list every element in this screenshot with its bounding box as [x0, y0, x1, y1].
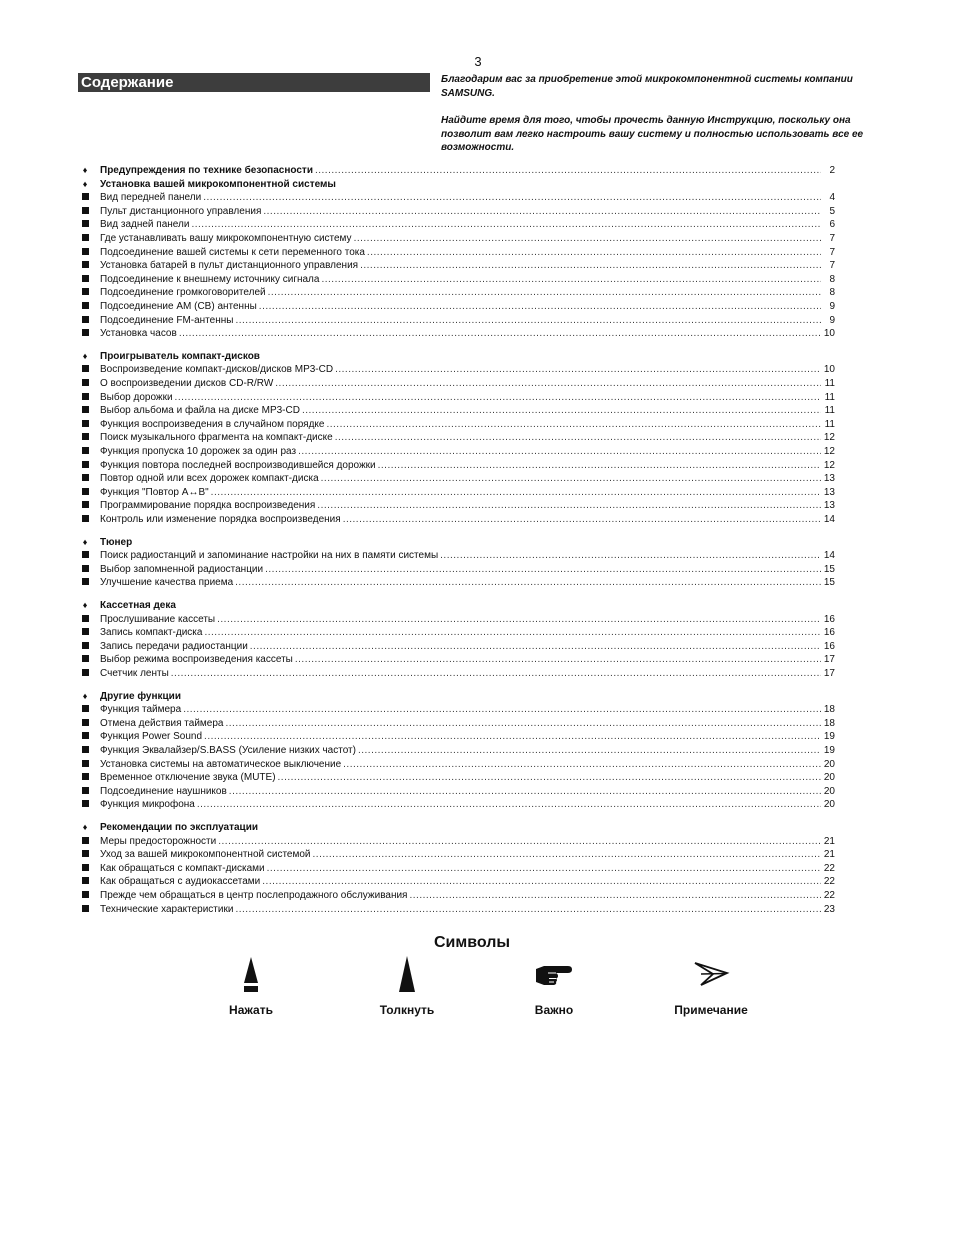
toc-label: Поиск музыкального фрагмента на компакт-диске [100, 432, 333, 444]
toc-page-number: 21 [823, 849, 835, 861]
toc-leader-dots [203, 191, 821, 204]
page-number: 3 [474, 54, 482, 69]
square-bullet-icon [78, 640, 92, 653]
toc-page-number: 11 [824, 391, 835, 403]
toc-label: Счетчик ленты [100, 668, 169, 679]
diamond-bullet-icon: ♦ [82, 600, 88, 610]
toc-section [78, 690, 835, 703]
toc-leader-dots [268, 286, 821, 299]
square-bullet-icon [78, 576, 92, 589]
toc-page-number: 8 [829, 287, 835, 299]
toc-label: Другие функции [100, 690, 181, 702]
toc-item [78, 862, 835, 875]
square-bullet-icon [78, 613, 92, 626]
toc-label: Как обращаться с аудиокассетами [100, 876, 261, 888]
diamond-bullet-icon: ♦ [82, 536, 88, 547]
square-bullet-icon [78, 703, 92, 716]
toc-item [78, 472, 835, 485]
toc-page-number: 12 [823, 446, 835, 457]
toc-page-number: 11 [824, 418, 835, 430]
square-bullet-icon [78, 286, 92, 299]
square-bullet-icon [78, 563, 92, 576]
toc-page-number: 7 [829, 233, 835, 244]
toc-item [78, 486, 835, 499]
toc-item [78, 404, 835, 417]
toc-page-number: 18 [823, 704, 835, 716]
square-bullet-icon [78, 363, 92, 376]
square-bullet-icon [78, 499, 92, 512]
square-bullet-icon [78, 758, 92, 771]
square-bullet-icon [78, 232, 92, 245]
toc-page-number: 11 [824, 378, 835, 389]
toc-item [78, 191, 835, 204]
toc-leader-dots [197, 798, 821, 811]
toc-leader-dots [378, 459, 821, 472]
toc-label: Подсоединение FM-антенны [100, 314, 234, 326]
symbol-label: Примечание [674, 1003, 748, 1017]
toc-item [78, 667, 835, 680]
toc-item [78, 626, 835, 639]
toc-leader-dots [326, 418, 821, 431]
toc-label: Воспроизведение компакт-дисков/дисков MP3-CD [100, 364, 334, 376]
square-bullet-icon [78, 486, 92, 499]
square-bullet-icon [78, 314, 92, 327]
square-bullet-icon [78, 744, 92, 757]
toc-page-number: 6 [829, 219, 835, 231]
square-bullet-icon [78, 431, 92, 444]
toc-leader-dots [335, 363, 821, 376]
toc-item [78, 875, 835, 888]
square-bullet-icon [78, 667, 92, 680]
toc-label: Программирование порядка воспроизведения [100, 500, 316, 512]
toc-item [78, 848, 835, 861]
toc-section [78, 821, 835, 834]
toc-page-number: 13 [823, 473, 835, 485]
toc-item [78, 785, 835, 798]
toc-item [78, 445, 835, 458]
toc-leader-dots [229, 785, 821, 798]
symbol-important [499, 955, 609, 1017]
toc-label: Установка вашей микрокомпонентной системы [100, 178, 336, 190]
toc-label: Запись компакт-диска [100, 627, 203, 639]
toc-item [78, 798, 835, 811]
symbol-label: Нажать [229, 1003, 273, 1017]
toc-leader-dots [313, 848, 821, 861]
toc-page-number: 10 [823, 328, 835, 340]
toc-label: Установка системы на автоматическое выключение [100, 758, 342, 770]
toc-leader-dots [226, 717, 822, 730]
square-bullet-icon [78, 785, 92, 798]
symbol-push [352, 955, 462, 1017]
toc-item [78, 459, 835, 472]
toc-page-number: 17 [823, 654, 835, 666]
toc-leader-dots [267, 862, 821, 875]
toc-label: Функция воспроизведения в случайном порядке [100, 418, 325, 430]
toc-page-number: 8 [829, 273, 835, 285]
toc-label: Функция пропуска 10 дорожек за один раз [100, 446, 297, 457]
toc-page-number: 18 [823, 717, 835, 729]
toc-item [78, 259, 835, 272]
toc-item [78, 613, 835, 626]
toc-leader-dots [354, 232, 821, 245]
toc-item [78, 717, 835, 730]
toc-page-number: 13 [823, 486, 835, 498]
toc-label: Выбор альбома и файла на диске MP3-CD [100, 405, 300, 417]
toc-leader-dots [179, 327, 821, 340]
toc-page-number: 12 [823, 459, 835, 471]
toc-section [78, 350, 835, 363]
toc-page-number: 5 [829, 205, 835, 217]
toc-label: Прослушивание кассеты [100, 613, 216, 625]
toc-leader-dots [235, 903, 821, 916]
toc-label: Запись передачи радиостанции [100, 640, 248, 652]
press-icon [241, 955, 261, 995]
square-bullet-icon [78, 246, 92, 259]
toc-page-number: 9 [829, 301, 835, 312]
toc-page-number: 19 [823, 745, 835, 756]
toc-item [78, 703, 835, 716]
toc-page-number: 4 [829, 192, 835, 204]
toc-page-number: 19 [823, 731, 835, 743]
diamond-bullet-icon: ♦ [82, 165, 88, 175]
toc-page-number: 14 [823, 550, 835, 562]
toc-leader-dots [175, 391, 821, 404]
diamond-bullet-icon: ♦ [82, 690, 88, 701]
toc-leader-dots [302, 404, 821, 417]
toc-leader-dots [315, 164, 821, 177]
square-bullet-icon [78, 903, 92, 916]
square-bullet-icon [78, 327, 92, 340]
toc-label: О воспроизведении дисков CD-R/RW [100, 378, 274, 389]
toc-label: Кассетная дека [100, 600, 176, 611]
square-bullet-icon [78, 191, 92, 204]
toc-page-number: 22 [823, 862, 835, 874]
toc-leader-dots [409, 889, 821, 902]
toc-leader-dots [235, 576, 821, 589]
toc-leader-dots [171, 667, 821, 680]
toc-label: Предупреждения по технике безопасности [100, 165, 313, 176]
toc-label: Вид передней панели [100, 192, 202, 204]
square-bullet-icon [78, 653, 92, 666]
toc-label: Отмена действия таймера [100, 717, 224, 729]
toc-leader-dots [235, 314, 821, 327]
toc-label: Функция Power Sound [100, 731, 203, 743]
square-bullet-icon [78, 626, 92, 639]
square-bullet-icon [78, 549, 92, 562]
toc-item [78, 246, 835, 259]
symbol-note [656, 955, 766, 1017]
diamond-bullet-icon: ♦ [82, 350, 88, 361]
square-bullet-icon [78, 445, 92, 458]
toc-page-number: 16 [823, 627, 835, 639]
toc-label: Подсоединение AM (CB) антенны [100, 301, 257, 312]
square-bullet-icon [78, 889, 92, 902]
toc-page-number: 22 [823, 876, 835, 888]
toc-page-number: 10 [823, 364, 835, 376]
toc-label: Функция повтора последней воспроизводившейся дорожки [100, 459, 376, 471]
toc-leader-dots [217, 613, 821, 626]
toc-item [78, 653, 835, 666]
toc-page-number: 20 [823, 772, 835, 784]
square-bullet-icon [78, 205, 92, 218]
toc-leader-dots [278, 771, 821, 784]
square-bullet-icon [78, 300, 92, 313]
toc-leader-dots [262, 875, 821, 888]
square-bullet-icon [78, 377, 92, 390]
toc-label: Где устанавливать вашу микрокомпонентную систему [100, 233, 352, 244]
square-bullet-icon [78, 404, 92, 417]
toc-label: Подсоединение к внешнему источнику сигнала [100, 273, 320, 285]
toc-item [78, 431, 835, 444]
toc-label: Тюнер [100, 536, 133, 548]
square-bullet-icon [78, 798, 92, 811]
toc-label: Меры предосторожности [100, 835, 217, 847]
toc-label: Установка часов [100, 328, 177, 340]
square-bullet-icon [78, 273, 92, 286]
toc-label: Уход за вашей микрокомпонентной системой [100, 849, 311, 861]
toc-section [78, 178, 835, 191]
toc-page-number: 14 [823, 514, 835, 525]
toc-label: Временное отключение звука (MUTE) [100, 772, 276, 784]
toc-page-number: 20 [823, 799, 835, 811]
toc-label: Подсоединение наушников [100, 785, 227, 797]
toc-page-number: 7 [829, 246, 835, 258]
toc-label: Рекомендации по эксплуатации [100, 822, 258, 833]
square-bullet-icon [78, 875, 92, 888]
toc-item [78, 549, 835, 562]
toc-item [78, 730, 835, 743]
square-bullet-icon [78, 862, 92, 875]
symbol-label: Важно [534, 1003, 574, 1017]
toc-leader-dots [343, 758, 821, 771]
toc-item [78, 563, 835, 576]
toc-leader-dots [298, 445, 821, 458]
toc-item [78, 835, 835, 848]
toc-item [78, 744, 835, 757]
note-arrow-icon [691, 955, 731, 995]
toc-leader-dots [358, 744, 821, 757]
square-bullet-icon [78, 848, 92, 861]
toc-label: Вид задней панели [100, 219, 190, 231]
square-bullet-icon [78, 472, 92, 485]
toc-page-number: 20 [823, 785, 835, 797]
square-bullet-icon [78, 835, 92, 848]
toc-item [78, 377, 835, 390]
toc-item [78, 758, 835, 771]
toc-label: Повтор одной или всех дорожек компакт-диска [100, 473, 319, 485]
toc-item [78, 205, 835, 218]
toc-label: Поиск радиостанций и запоминание настройки на них в памяти системы [100, 550, 439, 562]
toc-page-number: 7 [829, 260, 835, 272]
toc-label: Улучшение качества приема [100, 577, 234, 589]
diamond-bullet-icon: ♦ [82, 178, 88, 189]
toc-page-number: 13 [823, 500, 835, 512]
pointing-hand-icon [534, 955, 574, 995]
toc-label: Подсоединение вашей системы к сети переменного тока [100, 246, 365, 258]
toc-section [78, 164, 835, 177]
toc-page-number: 21 [823, 835, 835, 847]
toc-leader-dots [321, 273, 821, 286]
toc-label: Выбор режима воспроизведения кассеты [100, 654, 293, 666]
toc-page-number: 15 [823, 577, 835, 589]
toc-page-number: 16 [823, 640, 835, 652]
toc-leader-dots [204, 730, 821, 743]
toc-leader-dots [360, 259, 821, 272]
square-bullet-icon [78, 717, 92, 730]
toc-leader-dots [275, 377, 821, 390]
toc-item [78, 363, 835, 376]
toc-page-number: 12 [823, 432, 835, 444]
toc-item [78, 300, 835, 313]
intro-paragraph-1: Благодарим вас за приобретение этой микрокомпонентной системы компании SAMSUNG. [441, 74, 853, 99]
toc-leader-dots [295, 653, 821, 666]
toc-item [78, 286, 835, 299]
symbol-label: Толкнуть [379, 1003, 435, 1017]
toc-leader-dots [183, 703, 821, 716]
toc-page-number: 17 [823, 668, 835, 679]
toc-page-number: 22 [823, 890, 835, 901]
toc-page-number: 2 [829, 165, 835, 176]
intro-paragraph-2: Найдите время для того, чтобы прочесть данную Инструкцию, поскольку она позволит вам легко настроить вашу систему и полностью использовать все ее возможности. [441, 115, 864, 153]
toc-item [78, 903, 835, 916]
square-bullet-icon [78, 259, 92, 272]
toc-item [78, 640, 835, 653]
toc-leader-dots [191, 218, 821, 231]
toc-label: Функция микрофона [100, 799, 195, 811]
toc-item [78, 327, 835, 340]
toc-label: Пульт дистанционного управления [100, 205, 262, 217]
toc-item [78, 576, 835, 589]
toc-label: Проигрыватель компакт-дисков [100, 350, 260, 362]
square-bullet-icon [78, 513, 92, 526]
square-bullet-icon [78, 771, 92, 784]
toc-item [78, 418, 835, 431]
toc-leader-dots [343, 513, 821, 526]
toc-item [78, 232, 835, 245]
toc-label: Как обращаться с компакт-дисками [100, 862, 265, 874]
toc-label: Выбор дорожки [100, 391, 173, 403]
toc-leader-dots [321, 472, 821, 485]
toc-label: Контроль или изменение порядка воспроизведения [100, 514, 341, 525]
toc-item [78, 513, 835, 526]
toc-label: Прежде чем обращаться в центр послепродажного обслуживания [100, 890, 408, 901]
toc-label: Установка батарей в пульт дистанционного управления [100, 260, 359, 272]
square-bullet-icon [78, 418, 92, 431]
toc-leader-dots [263, 205, 821, 218]
toc-section [78, 536, 835, 549]
toc-page-number: 20 [823, 758, 835, 770]
toc-label: Технические характеристики [100, 903, 234, 915]
toc-item [78, 391, 835, 404]
toc-page-number: 16 [823, 613, 835, 625]
toc-leader-dots [335, 431, 821, 444]
toc-leader-dots [367, 246, 821, 259]
toc-page-number: 11 [824, 405, 835, 417]
toc-label: Функция таймера [100, 704, 182, 716]
square-bullet-icon [78, 459, 92, 472]
toc-leader-dots [211, 486, 821, 499]
push-icon [397, 955, 417, 995]
toc-label: Выбор запомненной радиостанции [100, 563, 264, 575]
toc-label: Функция Эквалайзер/S.BASS (Усиление низких частот) [100, 745, 356, 756]
square-bullet-icon [78, 730, 92, 743]
toc-section [78, 599, 835, 612]
symbol-press [196, 955, 306, 1017]
symbols-heading: Символы [434, 934, 511, 951]
toc-leader-dots [440, 549, 821, 562]
toc-item [78, 314, 835, 327]
toc-label: Функция "Повтор A↔B" [100, 486, 209, 498]
toc-label: Подсоединение громкоговорителей [100, 287, 266, 299]
toc-page-number: 23 [823, 903, 835, 915]
toc-item [78, 889, 835, 902]
diamond-bullet-icon: ♦ [82, 822, 88, 832]
toc-leader-dots [265, 563, 821, 576]
toc-leader-dots [204, 626, 821, 639]
toc-leader-dots [259, 300, 821, 313]
square-bullet-icon [78, 391, 92, 404]
toc-page-number: 15 [823, 563, 835, 575]
toc-page-number: 9 [829, 314, 835, 326]
toc-leader-dots [250, 640, 821, 653]
square-bullet-icon [78, 218, 92, 231]
page-title: Содержание [78, 73, 430, 92]
toc-leader-dots [218, 835, 821, 848]
toc-item [78, 771, 835, 784]
toc-item [78, 273, 835, 286]
toc-leader-dots [317, 499, 821, 512]
toc-item [78, 218, 835, 231]
toc-item [78, 499, 835, 512]
